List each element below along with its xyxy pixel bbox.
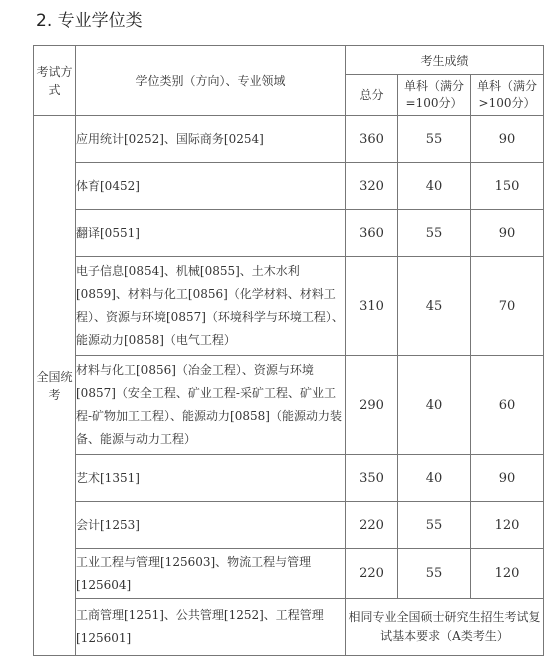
- category-cell: 应用统计[0252]、国际商务[0254]: [76, 116, 346, 163]
- header-total: 总分: [346, 75, 398, 116]
- table-row: [34, 356, 544, 455]
- single-full100-cell: 45: [398, 257, 471, 356]
- exam-method-cell: 全国统考: [34, 116, 76, 656]
- single-over100-cell: 120: [471, 549, 544, 599]
- category-cell: 工商管理[1251]、公共管理[1252]、工程管理[125601]: [76, 599, 346, 656]
- table-row: [34, 257, 544, 356]
- single-full100-cell: 55: [398, 502, 471, 549]
- category-cell: 艺术[1351]: [76, 455, 346, 502]
- category-cell: 电子信息[0854]、机械[0855]、土木水利[0859]、材料与化工[0856]（化学材料、材料工程）、资源与环境[0857]（环境科学与环境工程）、能源动力[0858]（电气工程）: [76, 257, 346, 356]
- single-over100-cell: 70: [471, 257, 544, 356]
- header-exam-method: 考试方式: [34, 46, 76, 116]
- section-heading: 2. 专业学位类: [36, 11, 143, 31]
- category-cell: 翻译[0551]: [76, 210, 346, 257]
- table-row: [34, 502, 544, 549]
- header-category: 学位类别（方向）、专业领域: [76, 46, 346, 116]
- table-row: [34, 163, 544, 210]
- score-requirements-table: [33, 45, 544, 656]
- single-over100-cell: 120: [471, 502, 544, 549]
- total-cell: 310: [346, 257, 398, 356]
- category-cell: 材料与化工[0856]（冶金工程）、资源与环境[0857]（安全工程、矿业工程-采矿工程、矿业工程-矿物加工工程）、能源动力[0858]（能源动力装备、能源与动力工程）: [76, 356, 346, 455]
- total-cell: 360: [346, 116, 398, 163]
- total-cell: 320: [346, 163, 398, 210]
- category-cell: 会计[1253]: [76, 502, 346, 549]
- category-cell: 工业工程与管理[125603]、物流工程与管理[125604]: [76, 549, 346, 599]
- single-full100-cell: 40: [398, 163, 471, 210]
- table-header-row: [34, 46, 544, 75]
- single-over100-cell: 150: [471, 163, 544, 210]
- table-row: [34, 599, 544, 656]
- total-cell: 350: [346, 455, 398, 502]
- single-over100-cell: 90: [471, 455, 544, 502]
- total-cell: 220: [346, 549, 398, 599]
- header-single-over100: 单科（满分>100分）: [471, 75, 544, 116]
- requirement-note-cell: 相同专业全国硕士研究生招生考试复试基本要求（A类考生）: [346, 599, 544, 656]
- table-row: [34, 116, 544, 163]
- category-cell: 体育[0452]: [76, 163, 346, 210]
- single-over100-cell: 90: [471, 210, 544, 257]
- total-cell: 290: [346, 356, 398, 455]
- single-full100-cell: 55: [398, 210, 471, 257]
- header-single-full100: 单科（满分=100分）: [398, 75, 471, 116]
- single-over100-cell: 90: [471, 116, 544, 163]
- single-full100-cell: 40: [398, 356, 471, 455]
- single-full100-cell: 40: [398, 455, 471, 502]
- table-row: [34, 549, 544, 599]
- header-scores: 考生成绩: [346, 46, 544, 75]
- table-row: [34, 210, 544, 257]
- single-over100-cell: 60: [471, 356, 544, 455]
- single-full100-cell: 55: [398, 549, 471, 599]
- table-row: [34, 455, 544, 502]
- total-cell: 360: [346, 210, 398, 257]
- total-cell: 220: [346, 502, 398, 549]
- single-full100-cell: 55: [398, 116, 471, 163]
